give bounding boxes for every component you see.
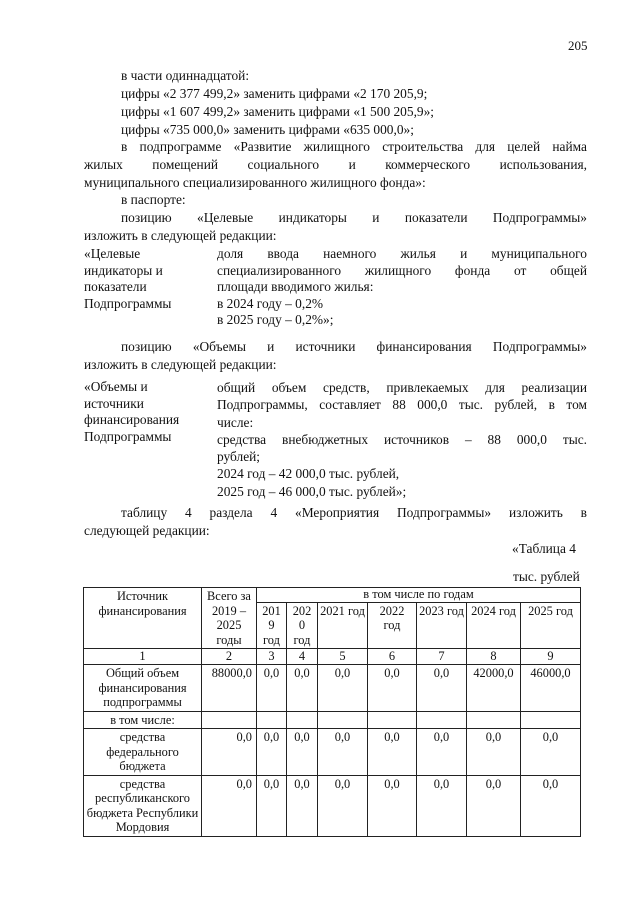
table-caption: «Таблица 4 [512,541,576,556]
header-year: 2024 год [467,602,521,649]
value-line: 2025 год – 46 000,0 тыс. рублей»; [217,483,407,499]
cell-value: 0,0 [467,775,521,836]
text-line: цифры «2 377 499,2» заменить цифрами «2 170 205,9; [121,86,428,101]
col-number: 8 [467,649,521,665]
cell-value: 0,0 [521,775,581,836]
value-line: числе: [217,414,254,430]
text-line: позицию «Целевые индикаторы и показатели Подпрограммы» [121,210,587,225]
text-line: следующей редакции: [84,523,210,538]
header-year: 2022 год [368,602,417,649]
cell-value: 0,0 [521,729,581,776]
value-line: общий объем средств, привлекаемых для реализации [217,380,587,395]
cell-value: 46000,0 [521,665,581,712]
value-line: Подпрограммы, составляет 88 000,0 тыс. рублей, в том [217,397,587,413]
indicators-label [84,246,171,312]
value-line: рублей; [217,449,261,465]
label-line: Подпрограммы [84,428,172,444]
col-number: 6 [368,649,417,665]
cell-value: 0,0 [287,775,318,836]
cell-value: 0,0 [417,729,467,776]
cell-value: 0,0 [257,729,287,776]
cell-value: 0,0 [318,729,368,776]
value-line: в 2025 году – 0,2%»; [217,312,334,327]
cell-value: 0,0 [368,729,417,776]
table-row [84,711,581,729]
financing-table [83,587,581,837]
row-label: средства республиканского бюджета Республики Мордовия [84,775,202,836]
cell-value: 0,0 [257,775,287,836]
text-line: муниципального специализированного жилищного фонда»: [84,175,426,190]
label-line: «Целевые [84,246,141,261]
col-number: 4 [287,649,318,665]
col-number: 5 [318,649,368,665]
table-row [84,665,581,712]
funding-value [217,379,587,500]
cell-value: 0,0 [287,729,318,776]
col-number: 3 [257,649,287,665]
value-line: площади вводимого жилья: [217,279,374,294]
text-line: в подпрограмме «Развитие жилищного строительства для целей найма [121,139,587,154]
cell-value: 0,0 [318,665,368,712]
label-line: показатели [84,279,147,294]
text-line: в паспорте: [121,192,186,207]
text-line: в части одиннадцатой: [121,68,250,83]
funding-label [84,379,179,445]
col-number: 2 [202,649,257,665]
cell-value: 0,0 [202,729,257,776]
text-line: позицию «Объемы и источники финансирования Подпрограммы» [121,339,587,354]
cell-value: 42000,0 [467,665,521,712]
label-line: Подпрограммы [84,295,172,311]
header-total: Всего за 2019 – 2025 годы [202,588,257,649]
label-line: индикаторы и [84,262,163,278]
row-label: средства федерального бюджета [84,729,202,776]
table-row [84,729,581,776]
header-source: Источник финансирования [84,588,202,649]
table-units: тыс. рублей [513,569,580,584]
cell-value: 0,0 [467,729,521,776]
cell-value: 0,0 [287,665,318,712]
cell-value: 0,0 [318,775,368,836]
table-row [84,775,581,836]
cell-value: 0,0 [417,665,467,712]
page-number: 205 [568,38,588,53]
value-line: доля ввода наемного жилья и муниципального [217,246,587,261]
text-line: цифры «735 000,0» заменить цифрами «635 000,0»; [121,122,414,137]
cell-value: 0,0 [417,775,467,836]
header-year: 2025 год [521,602,581,649]
header-by-years: в том числе по годам [257,588,581,603]
header-year: 202 0 год [287,602,318,649]
value-line: специализированного жилищного фонда от общей [217,262,587,278]
value-line: 2024 год – 42 000,0 тыс. рублей, [217,466,400,482]
label-line: «Объемы и [84,379,148,394]
cell-value: 0,0 [202,775,257,836]
cell-value: 0,0 [368,665,417,712]
indicators-value [217,246,587,329]
label-line: источники [84,395,144,411]
text-line: жилых помещений социального и коммерческого использования, [84,157,587,172]
text-line: изложить в следующей редакции: [84,228,277,243]
header-year: 2021 год [318,602,368,649]
text-line: изложить в следующей редакции: [84,357,277,372]
header-year: 201 9 год [257,602,287,649]
col-number: 9 [521,649,581,665]
text-line: цифры «1 607 499,2» заменить цифрами «1 500 205,9»; [121,104,435,119]
cell-value: 0,0 [368,775,417,836]
header-year: 2023 год [417,602,467,649]
cell-value: 88000,0 [202,665,257,712]
text-line: таблицу 4 раздела 4 «Мероприятия Подпрограммы» изложить в [121,505,587,520]
label-line: финансирования [84,412,180,427]
row-label: в том числе: [84,711,202,729]
row-label: Общий объем финансирования подпрограммы [84,665,202,712]
value-line: средства внебюджетных источников – 88 000,0 тыс. [217,431,587,447]
cell-value: 0,0 [257,665,287,712]
col-number: 1 [84,649,202,665]
value-line: в 2024 году – 0,2% [217,295,324,311]
col-number: 7 [417,649,467,665]
